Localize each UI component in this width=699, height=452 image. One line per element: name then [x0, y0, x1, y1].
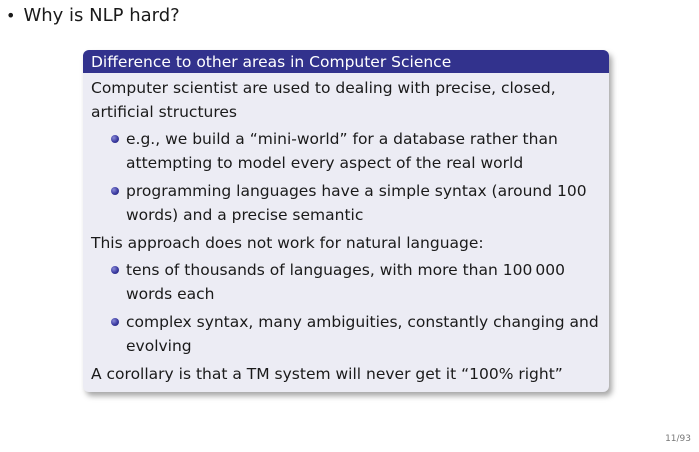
block-conclusion: A corollary is that a TM system will never get it “100% right”: [91, 365, 563, 383]
list-item-text: programming languages have a simple syntax (around 100 words) and a precise semantic: [126, 182, 587, 224]
list-item: [109, 127, 601, 175]
block-middle: This approach does not work for natural language:: [91, 234, 484, 252]
block-intro: Computer scientist are used to dealing with precise, closed, artificial structures: [91, 79, 556, 121]
bullet-icon: •: [6, 6, 16, 25]
list-item-text: complex syntax, many ambiguities, constantly changing and evolving: [126, 313, 599, 355]
slide-heading: [6, 4, 180, 28]
bullet-ball-icon: [111, 135, 119, 143]
bullet-ball-icon: [111, 318, 119, 326]
bullet-ball-icon: [111, 266, 119, 274]
bullet-ball-icon: [111, 187, 119, 195]
list-item: [109, 310, 601, 358]
block-body: [83, 73, 609, 392]
definition-block: [83, 50, 609, 392]
page-number: 11/93: [665, 434, 691, 444]
list-item: [109, 258, 601, 306]
list-item-text: e.g., we build a “mini-world” for a database rather than attempting to model every aspect of the real world: [126, 130, 558, 172]
block-title: Difference to other areas in Computer Science: [83, 50, 609, 73]
list-first: [91, 127, 601, 227]
list-item-text: tens of thousands of languages, with more than 100 000 words each: [126, 261, 566, 303]
list-item: [109, 179, 601, 227]
slide-heading-text: Why is NLP hard?: [23, 5, 180, 26]
list-second: [91, 258, 601, 358]
